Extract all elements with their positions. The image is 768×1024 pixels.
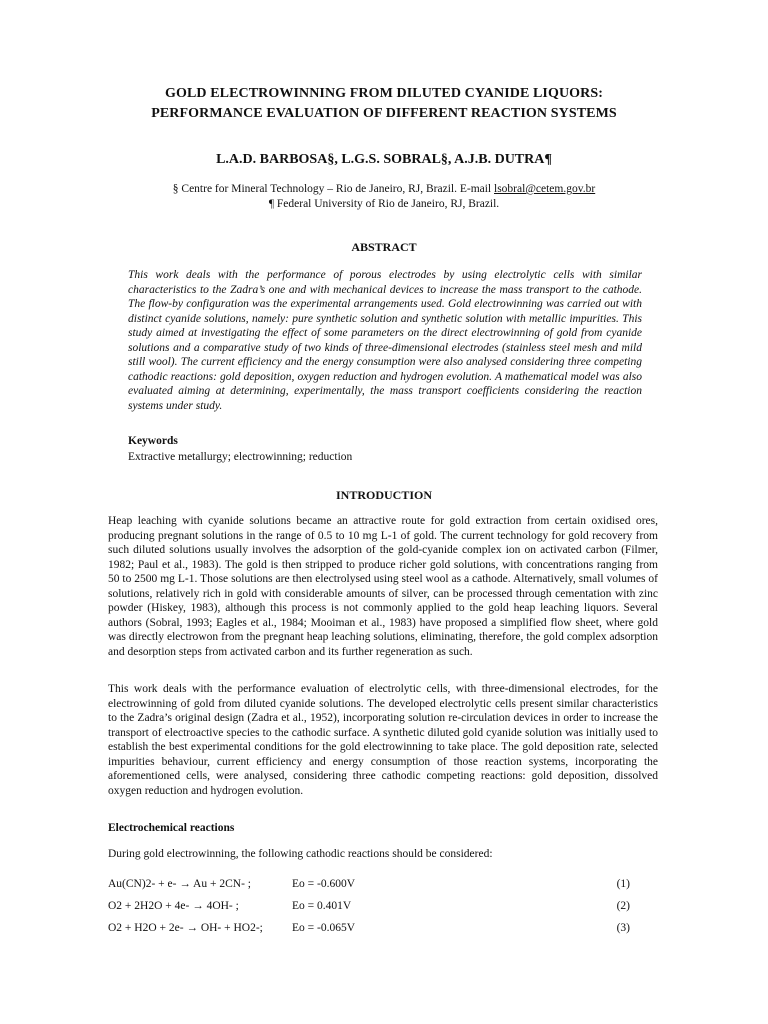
electrochemical-reactions-intro: During gold electrowinning, the following cathodic reactions should be considered:: [108, 848, 493, 860]
keywords-text: Extractive metallurgy; electrowinning; reduction: [128, 451, 353, 463]
introduction-heading: INTRODUCTION: [335, 488, 432, 502]
reaction-2-potential: Eo = 0.401V: [292, 900, 352, 912]
introduction-paragraph-1: Heap leaching with cyanide solutions became an attractive route for gold extraction from certain oxidised ores, producing pregnant solutions in the range of 0.5 to 10 mg L-1 of gold. The current technology for gold recovery from such diluted solutions usually involves the adsorption of the gold-cyanide complex ion on activated carbon (Filmer, 1982; Paul et al., 1983). The gold is then stripped to produce richer gold solutions, with concentrations ranging from 50 to 2500 mg L-1. Those solutions are then electrolysed using steel wool as a cathode. Alternatively, small volumes of solutions, relatively rich in gold with considerable amounts of silver, can be processed through cementation with zinc powder (Hiskey, 1983), although this process is not commonly applied to the gold heap leaching liquors. Several authors (Sobral, 1993; Eagles et al., 1984; Mooiman et al., 1983) have proposed a simplified flow sheet, where gold was directly electrowon from the pregnant heap leaching solutions, eliminating, therefore, the gold complex adsorption and desorption steps from activated carbon and its further regeneration as such.: [108, 515, 658, 658]
reaction-2-number: (2): [616, 900, 630, 912]
introduction-paragraph-2: This work deals with the performance evaluation of electrolytic cells, with three-dimensional electrodes, for the electrowinning of gold from diluted cyanide solutions. The developed electrolytic cells present similar characteristics to the Zadra’s original design (Zadra et al., 1952), incorporating solution re-circulation devices in order to increase the transport of electroactive species to the cathodic surface. A synthetic diluted gold cyanide solution was initially used to establish the best experimental conditions for the gold electrowinning to take place. The gold deposition rate, selected impurities behaviour, current efficiency and energy consumption of those reaction systems, incorporating the aforementioned cells, were analysed, considering three cathodic competing reactions: gold deposition, dissolved oxygen reduction and hydrogen evolution.: [108, 683, 658, 797]
paper-title-line-2: PERFORMANCE EVALUATION OF DIFFERENT REACTION SYSTEMS: [151, 106, 617, 121]
author-email-link[interactable]: lsobral@cetem.gov.br: [494, 183, 596, 195]
abstract-heading: ABSTRACT: [351, 240, 417, 254]
reaction-1: [108, 878, 658, 894]
reaction-3-equation: O2 + H2O + 2e- → OH- + HO2-;: [108, 922, 263, 934]
electrochemical-reactions-heading: Electrochemical reactions: [108, 822, 235, 834]
keywords-heading: Keywords: [128, 435, 178, 447]
reaction-2-equation: O2 + 2H2O + 4e- → 4OH- ;: [108, 900, 239, 912]
paper-title-line-1: GOLD ELECTROWINNING FROM DILUTED CYANIDE LIQUORS:: [164, 86, 604, 101]
affiliation-line-2: ¶ Federal University of Rio de Janeiro, RJ, Brazil.: [268, 198, 500, 210]
reaction-1-equation: Au(CN)2- + e- → Au + 2CN- ;: [108, 878, 251, 890]
reaction-3-number: (3): [616, 922, 630, 934]
abstract-body: This work deals with the performance of porous electrodes by using electrolytic cells with similar characteristics to the Zadra’s one and with mechanical devices to increase the mass transport to the cathode. The flow-by configuration was the experimental arrangements used. Gold electrowinning was carried out with distinct cyanide solutions, namely: pure synthetic solution and synthetic solution with metallic impurities. This study aimed at investigating the effect of some parameters on the direct electrowinning of gold from cyanide solutions and a comparative study of two kinds of three-dimensional electrodes (stainless steel mesh and mild still wool). The current efficiency and the energy consumption were also analysed considering three competing cathodic reactions: gold deposition, oxygen reduction and hydrogen evolution. A mathematical model was also evaluated aiming at determining, experimentally, the mass transport coefficients considering the reaction systems under study.: [128, 269, 642, 412]
reaction-1-number: (1): [616, 878, 630, 890]
affiliation-line-1: [60, 182, 708, 197]
reaction-3-potential: Eo = -0.065V: [292, 922, 356, 934]
reaction-2: [108, 900, 658, 916]
author-list: L.A.D. BARBOSA§, L.G.S. SOBRAL§, A.J.B. DUTRA¶: [216, 152, 552, 167]
reaction-3: [108, 922, 658, 938]
reaction-1-potential: Eo = -0.600V: [292, 878, 356, 890]
affiliation-1-text: § Centre for Mineral Technology – Rio de Janeiro, RJ, Brazil. E-mail: [172, 183, 495, 195]
